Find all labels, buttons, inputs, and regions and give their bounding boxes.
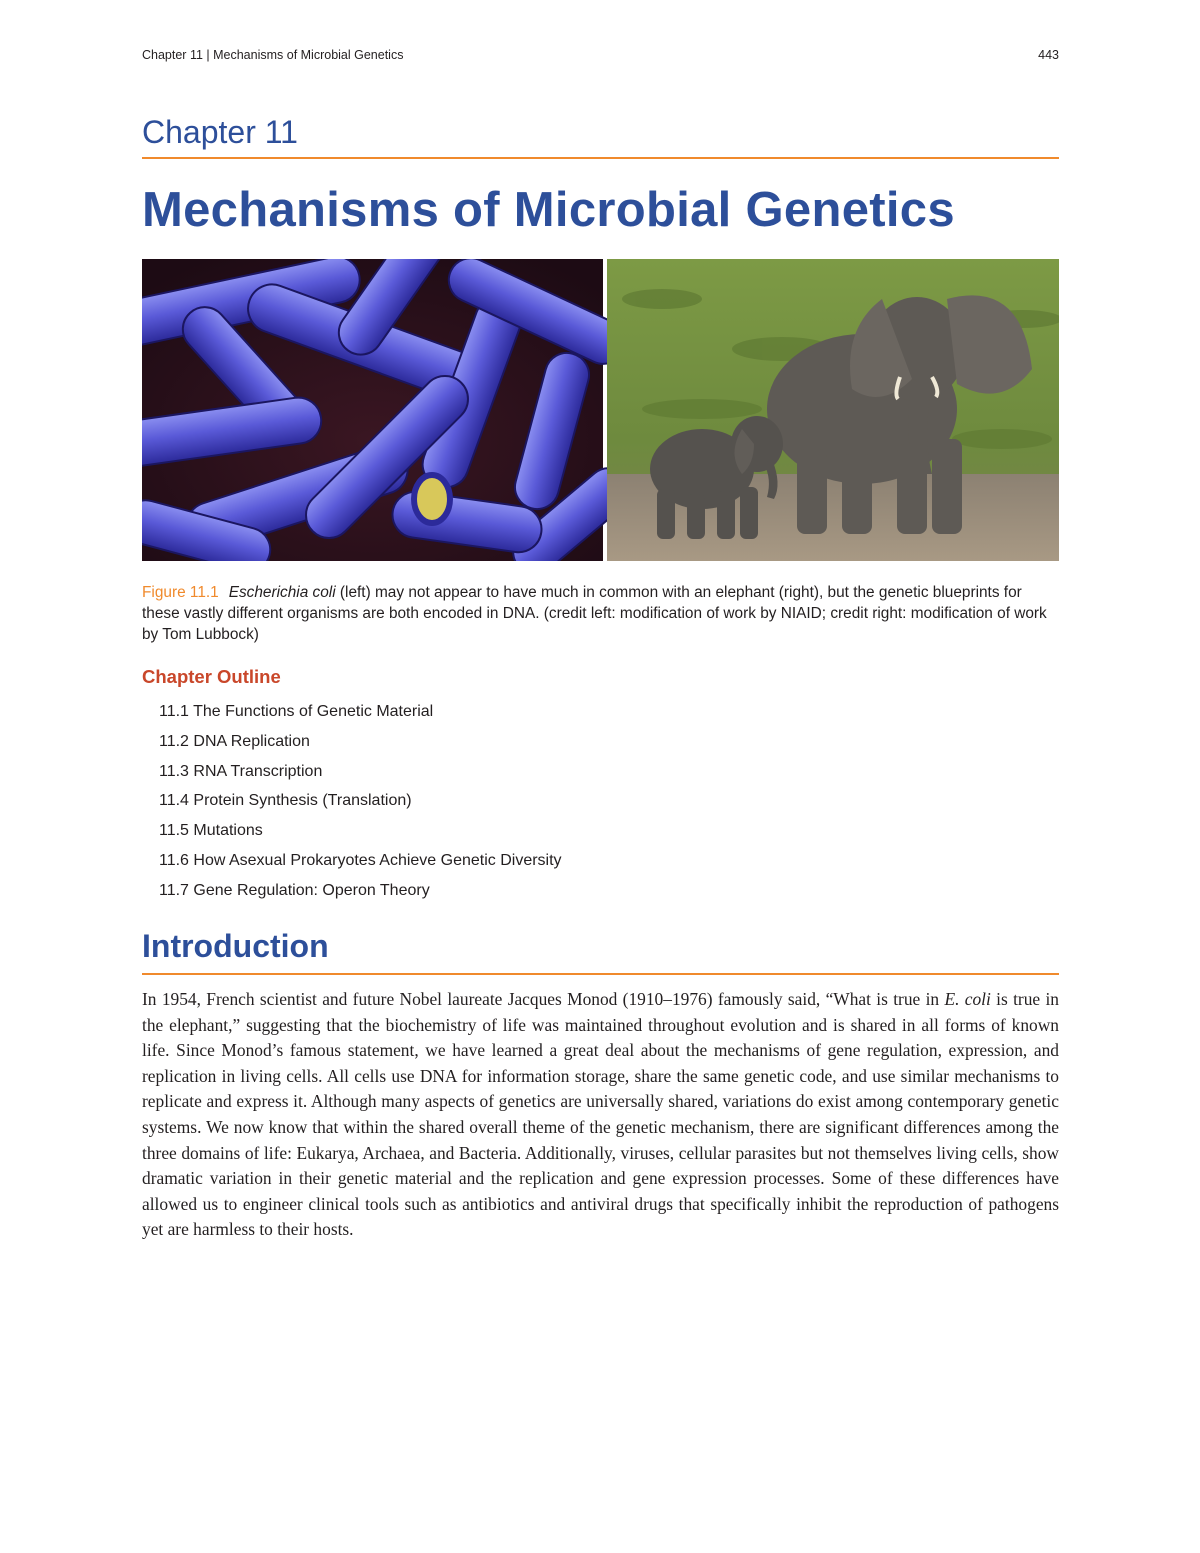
escherichia-coli-image (142, 259, 640, 561)
running-header (142, 48, 1059, 66)
chapter-outline-list (159, 702, 562, 911)
intro-text-part: In 1954, French scientist and future Nobel laureate Jacques Monod (1910–1976) famously said, “What is true in (142, 989, 945, 1009)
caption-text: (left) may not appear to have much in common with an elephant (right), but the genetic blueprints for these vastly different organisms are both encoded in DNA. (credit left: modification of work by NIAID; credit right: modification of work by Tom Lubbock) (142, 584, 1047, 643)
chapter-title: Mechanisms of Microbial Genetics (142, 183, 955, 237)
introduction-rule (142, 973, 1059, 975)
outline-item: 11.5 Mutations (159, 822, 263, 840)
introduction-paragraph (142, 987, 1059, 1243)
figure-11-1 (142, 259, 1059, 561)
figure-caption (142, 582, 1059, 645)
caption-species-name: Escherichia coli (228, 584, 336, 601)
chapter-rule (142, 157, 1059, 159)
figure-label: Figure 11.1 (142, 584, 219, 601)
intro-text-part: is true in the elephant,” suggesting that the biochemistry of life was maintained throughout evolution and is shared in all forms of known life. Since Monod’s famous statement, we have learned a great deal about the mechanisms of gene regulation, expression, and replication in living cells. All cells use DNA for information storage, share the same genetic code, and use similar mechanisms to replicate and express it. Although many aspects of genetics are universally shared, variations do exist among contemporary genetic systems. We now know that within the shared overall theme of the genetic mechanism, there are significant differences among the three domains of life: Eukarya, Archaea, and Bacteria. Additionally, viruses, cellular parasites but not themselves living cells, show dramatic variation in their genetic material and the replication and gene expression processes. Some of these differences have allowed us to engineer clinical tools such as antibiotics and antiviral drugs that specifically inhibit the reproduction of pathogens yet are harmless to their hosts. (142, 989, 1059, 1240)
intro-italic-ecoli: E. coli (944, 989, 991, 1009)
outline-item: 11.2 DNA Replication (159, 732, 310, 750)
running-title: Chapter 11 | Mechanisms of Microbial Genetics (142, 48, 404, 62)
outline-item: 11.7 Gene Regulation: Operon Theory (159, 881, 430, 899)
elephant-image (607, 259, 1059, 561)
outline-item: 11.6 How Asexual Prokaryotes Achieve Genetic Diversity (159, 851, 562, 869)
chapter-label: Chapter 11 (142, 114, 298, 150)
page-number: 443 (1038, 48, 1059, 62)
outline-item: 11.3 RNA Transcription (159, 762, 323, 780)
chapter-outline-heading: Chapter Outline (142, 666, 281, 687)
outline-item: 11.1 The Functions of Genetic Material (159, 703, 434, 720)
introduction-heading: Introduction (142, 928, 329, 964)
outline-item: 11.4 Protein Synthesis (Translation) (159, 792, 412, 810)
